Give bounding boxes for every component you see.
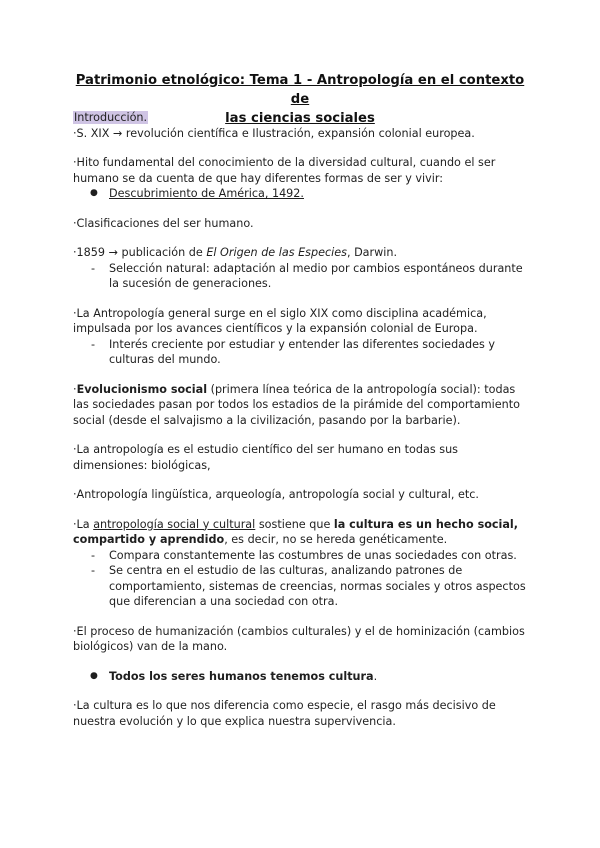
paragraph-hito: ·Hito fundamental del conocimiento de la diversidad cultural, cuando el ser humano se da cuenta de que hay diferentes formas de ser y vivir: [73,156,496,185]
dash-text-interes: Interés creciente por estudiar y entender las diferentes sociedades y culturas del mundo. [109,337,496,366]
dash-item-compara [73,548,528,564]
bullet-icon: ● [90,188,98,198]
bullet-item-cultura: ● Todos los seres humanos tenemos cultura. [90,669,378,683]
document-body [73,110,528,729]
dash-text-seleccion: Selección natural: adaptación al medio por cambios espontáneos durante la sucesión de generaciones. [109,261,523,290]
paragraph-cultura-social: ·La antropología social y cultural sostiene que la cultura es un hecho social, compartido y aprendido, es decir, no se hereda genéticamente. [73,517,519,546]
bullet-text-america: Descubrimiento de América, 1492. [109,187,304,200]
bullet-text-cultura: Todos los seres humanos tenemos cultura [109,669,374,683]
title-line-1: Patrimonio etnológico: Tema 1 - Antropología en el contexto de [75,73,525,107]
paragraph-darwin: ·1859 → publicación de El Origen de las Especies, Darwin. [73,246,398,259]
intro-highlight: Introducción. [74,111,148,124]
section-intro [73,110,528,126]
dash-item-centra [73,563,528,610]
dash-icon: - [91,261,96,275]
bullet-icon: ● [90,670,98,681]
paragraph-clasificaciones: ·Clasificaciones del ser humano. [73,216,254,230]
dash-item-interes [73,337,528,368]
paragraph-antropologia-general: ·La Antropología general surge en el siglo XIX como disciplina académica, impulsada por los avances científicos y la expansión colonial de Europa. [73,306,487,335]
paragraph-antropologia-estudio: ·La antropología es el estudio científico del ser humano en todas sus dimensiones: biológicas, [73,443,458,472]
dash-icon: - [91,337,96,351]
paragraph-humanizacion: ·El proceso de humanización (cambios culturales) y el de hominización (cambios biológicos) van de la mano. [73,624,525,653]
bullet-item-america [73,186,528,202]
dash-text-compara: Compara constantemente las costumbres de unas sociedades con otras. [109,548,517,562]
cultura-definition: la cultura es un hecho social, compartido y aprendido [73,517,519,546]
antropologia-social-term: antropología social y cultural [93,517,256,531]
dash-item-seleccion [73,261,528,292]
evolucionismo-term: Evolucionismo social [76,382,208,396]
paragraph-evolucionismo: ·Evolucionismo social (primera línea teórica de la antropología social): todas las sociedades pasan por todos los estadios de la pirámide del comportamiento social (desde el salvajismo a la civilización, pasando por la barbarie). [73,382,520,427]
title-line-2: las ciencias sociales [225,111,375,126]
paragraph-xix: ·S. XIX → revolución científica e Ilustración, expansión colonial europea. [73,126,475,140]
paragraph-especie: ·La cultura es lo que nos diferencia como especie, el rasgo más decisivo de nuestra evolución y lo que explica nuestra supervivencia. [73,699,496,728]
book-title: El Origen de las Especies [206,246,347,259]
dash-text-centra: Se centra en el estudio de las culturas, analizando patrones de comportamiento, sistemas de creencias, normas sociales y otros aspectos que diferencian a una sociedad con otra. [109,564,526,608]
dash-icon: - [91,548,96,562]
paragraph-ramas: ·Antropología lingüística, arqueología, antropología social y cultural, etc. [73,488,479,501]
dash-icon: - [91,564,96,577]
